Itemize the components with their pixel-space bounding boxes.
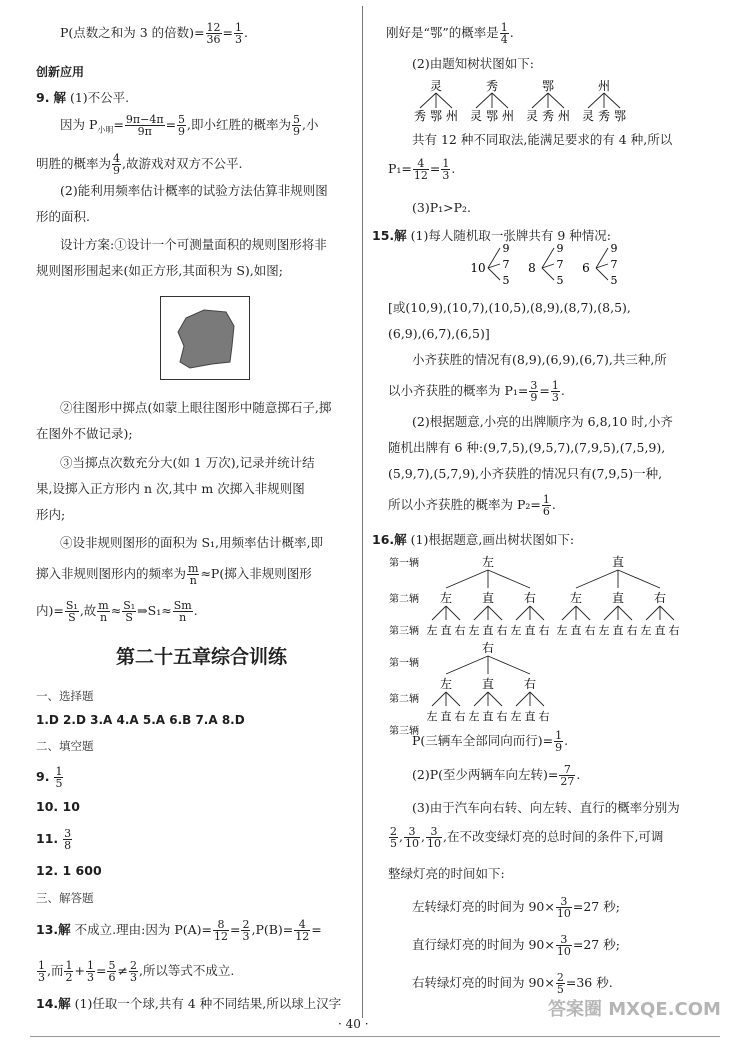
problem-9-line: 内)= $\frac{\text{S₁}}{S}$ ,故 $\frac{m}{n}$ ≈ $\frac{\text{S₁}}{S}$ ⇒S₁≈ $\frac{Sm}{n}$ . (36, 599, 198, 624)
bottom-rule (30, 1036, 720, 1037)
tree1-leaf-node: 州 (501, 109, 515, 123)
tree-branch (660, 606, 674, 620)
fan-leaf: 9 (502, 242, 510, 255)
fan-leaf: 9 (556, 242, 564, 255)
heading-choice: 一、选择题 (36, 689, 94, 703)
tree-branch (492, 93, 508, 108)
problem-9-line: 掷入非规则图形内的频率为 $\frac{m}{n}$ ≈P(掷入非规则图形 (36, 562, 312, 587)
tree-third: 右 (584, 624, 596, 637)
tree-branch (488, 692, 502, 706)
tree-branch (420, 93, 436, 108)
problem-15-line: 15.解 (1)每人随机取一张牌共有 9 种情况: (372, 228, 611, 243)
tree1-leaf-node: 州 (445, 109, 459, 123)
right-line: 小齐获胜的情况有(8,9),(6,9),(6,7),共三种,所 (412, 352, 667, 367)
tree-branch (576, 570, 618, 588)
tree-branch (446, 692, 460, 706)
tree-branch (476, 93, 492, 108)
tree-branch (604, 93, 620, 108)
problem-16-line: 16.解 (1)根据题意,画出树状图如下: (372, 532, 575, 547)
tree-branch (618, 570, 660, 588)
fan-leaf: 5 (610, 274, 618, 287)
tree-branch (488, 268, 500, 280)
tree-branch (530, 692, 544, 706)
tree-third: 右 (454, 624, 466, 637)
problem-9-line: 形的面积. (36, 209, 90, 224)
tree-branch (432, 692, 446, 706)
tree-third: 直 (440, 624, 452, 637)
answer-12: 12. 1 600 (36, 863, 102, 878)
tree-third: 左 (510, 710, 522, 723)
tree-third: 左 (556, 624, 568, 637)
tree-third: 右 (626, 624, 638, 637)
tree1-leaf-node: 秀 (597, 109, 611, 123)
fan-leaf: 5 (556, 274, 564, 287)
tree-second: 直 (611, 591, 625, 605)
tree-branch (562, 606, 576, 620)
tree-branch (516, 692, 530, 706)
row-label: 第二辆 (389, 694, 419, 705)
fan-leaf: 7 (502, 258, 510, 271)
tree-third: 右 (668, 624, 680, 637)
tree1-top-node: 灵 (429, 79, 443, 93)
irregular-region (178, 310, 234, 368)
fan-root: 8 (528, 261, 536, 275)
right-line: P(三辆车全部同向而行)= $\frac{1}{9}$ . (412, 729, 569, 754)
tree-diagram-1 (412, 78, 642, 122)
tree1-leaf-node: 州 (557, 109, 571, 123)
left-line-1: P(点数之和为 3 的倍数)= $\frac{12}{36}$ = $\frac{1}{3}$ . (60, 21, 249, 46)
row-label: 第二辆 (389, 594, 419, 605)
tree-branch (488, 570, 530, 588)
tree-third: 左 (510, 624, 522, 637)
fraction: $\frac{1}{3}$ (235, 21, 243, 46)
tree-branch (474, 692, 488, 706)
problem-9-line: ③当掷点次数充分大(如 1 万次),记录并统计结 (60, 455, 315, 470)
tree1-leaf-node: 鄂 (485, 109, 499, 123)
tree1-top-node: 州 (597, 79, 611, 93)
tree-second: 左 (569, 591, 583, 605)
tree-branch (604, 606, 618, 620)
tree-third: 直 (482, 710, 494, 723)
tree-branch (532, 93, 548, 108)
tree-third: 直 (440, 710, 452, 723)
tree-third: 左 (468, 624, 480, 637)
problem-9-line: (2)能利用频率估计概率的试验方法估算非规则图 (60, 183, 328, 198)
tree-third: 左 (468, 710, 480, 723)
tree-third: 直 (654, 624, 666, 637)
car-tree-diagram (388, 552, 688, 737)
tree-second: 直 (481, 677, 495, 691)
fan-root: 6 (582, 261, 590, 275)
problem-9-line: 明胜的概率为 $\frac{4}{9}$ ,故游戏对双方不公平. (36, 152, 243, 177)
tree-branch (474, 606, 488, 620)
tree-third: 直 (612, 624, 624, 637)
tree1-top-node: 鄂 (541, 79, 555, 93)
irregular-shape-figure (160, 296, 250, 380)
tree-branch (488, 656, 530, 674)
tree-branch (576, 606, 590, 620)
row-label: 第一辆 (389, 658, 419, 669)
tree-root: 左 (481, 555, 495, 569)
card-fan-diagram (464, 244, 634, 292)
right-line: (3)P₁>P₂. (412, 200, 471, 215)
page-number: · 40 · (338, 1017, 369, 1031)
tree1-leaf-node: 灵 (469, 109, 483, 123)
problem-9-line: 规则图形围起来(如正方形,其面积为 S),如图; (36, 263, 283, 278)
row-label: 第一辆 (389, 558, 419, 569)
section-heading: 创新应用 (36, 65, 85, 79)
problem-13-line: $\frac{1}{3}$ ,而 $\frac{1}{2}$ + $\frac{1}{3}$ = $\frac{5}{6}$ ≠ $\frac{2}{3}$ ,所以等式不成立. (38, 959, 235, 984)
tree-third: 直 (524, 624, 536, 637)
right-line: (2)根据题意,小亮的出牌顺序为 6,8,10 时,小齐 (412, 414, 673, 429)
problem-9-line: ②往图形中掷点(如蒙上眼往图形中随意掷石子,掷 (60, 400, 332, 415)
right-line: 以小齐获胜的概率为 P₁= $\frac{3}{9}$ = $\frac{1}{3}$ . (388, 379, 565, 404)
tree-third: 右 (454, 710, 466, 723)
tree-branch (446, 606, 460, 620)
tree-branch (588, 93, 604, 108)
right-line: $\frac{2}{5}$ , $\frac{3}{10}$ , $\frac{3}{10}$ ,在不改变绿灯亮的总时间的条件下,可调 (390, 825, 664, 850)
tree-branch (596, 268, 608, 280)
tree-third: 左 (640, 624, 652, 637)
problem-9-line: ④设非规则图形的面积为 S₁,用频率估计概率,即 (60, 535, 323, 550)
fraction: $\frac{12}{36}$ (206, 21, 221, 46)
fan-leaf: 7 (556, 258, 564, 271)
tree-branch (432, 606, 446, 620)
tree-third: 左 (426, 710, 438, 723)
tree-branch (548, 93, 564, 108)
heading-fill: 二、填空题 (36, 739, 94, 753)
right-line: 随机出牌有 6 种:(9,7,5),(9,5,7),(7,9,5),(7,5,9), (388, 440, 666, 455)
answer-11: 11. $\frac{3}{8}$ (36, 827, 72, 852)
fan-root: 10 (470, 261, 486, 275)
right-line: 左转绿灯亮的时间为 90× $\frac{3}{10}$ =27 秒; (412, 895, 620, 920)
right-line: (2)由题知树状图如下: (412, 56, 534, 71)
tree-third: 右 (496, 624, 508, 637)
problem-9-line: 形内; (36, 507, 66, 522)
right-line: (6,9),(6,7),(6,5)] (388, 326, 490, 341)
right-line: (3)由于汽车向右转、向左转、直行的概率分别为 (412, 800, 680, 815)
text: P(点数之和为 3 的倍数)= (60, 25, 205, 40)
fan-leaf: 5 (502, 274, 510, 287)
tree-branch (516, 606, 530, 620)
tree1-leaf-node: 灵 (525, 109, 539, 123)
chapter-title: 第二十五章综合训练 (116, 646, 288, 668)
tree-root: 右 (481, 641, 495, 655)
tree-third: 右 (538, 710, 550, 723)
tree-second: 直 (481, 591, 495, 605)
tree-branch (446, 570, 488, 588)
tree-branch (436, 93, 452, 108)
right-line: 右转绿灯亮的时间为 90× $\frac{2}{5}$ =36 秒. (412, 971, 613, 996)
tree-third: 直 (482, 624, 494, 637)
right-line: 刚好是“鄂”的概率是 $\frac{1}{4}$ . (386, 21, 514, 46)
tree-third: 右 (496, 710, 508, 723)
tree-third: 右 (538, 624, 550, 637)
tree-root: 直 (611, 555, 625, 569)
problem-9-line: 果,设掷入正方形内 n 次,其中 m 次掷入非规则图 (36, 481, 305, 496)
problem-9-line: 因为 $P_{小明}=$ $\frac{9\pi-4\pi}{9\pi}$ = $\frac{5}{9}$ ,即小红胜的概率为 $\frac{5}{9}$ ,小 (60, 113, 319, 138)
right-line: (2)P(至少两辆车向左转)= $\frac{7}{27}$ . (412, 763, 581, 788)
tree1-leaf-node: 秀 (413, 109, 427, 123)
tree-third: 直 (524, 710, 536, 723)
tree-second: 左 (439, 677, 453, 691)
right-line: P₁= $\frac{4}{12}$ = $\frac{1}{3}$ . (388, 157, 456, 182)
tree-second: 右 (653, 591, 667, 605)
tree-second: 右 (523, 677, 537, 691)
fan-leaf: 7 (610, 258, 618, 271)
tree1-leaf-node: 鄂 (613, 109, 627, 123)
tree1-leaf-node: 灵 (581, 109, 595, 123)
tree1-leaf-node: 鄂 (429, 109, 443, 123)
tree-branch (542, 268, 554, 280)
tree-branch (488, 606, 502, 620)
tree-second: 左 (439, 591, 453, 605)
answer-10: 10. 10 (36, 799, 80, 814)
watermark: 答案圈 MXQE.COM (548, 999, 721, 1020)
tree1-leaf-node: 秀 (541, 109, 555, 123)
problem-14-line: 14.解 (1)任取一个球,共有 4 种不同结果,所以球上汉字 (36, 996, 342, 1011)
right-line: (5,9,7),(5,7,9),小齐获胜的情况只有(7,9,5)一种, (388, 466, 663, 481)
answer-9: 9. $\frac{1}{5}$ (36, 765, 63, 790)
tree-third: 左 (598, 624, 610, 637)
right-line: 所以小齐获胜的概率为 P₂= $\frac{1}{6}$ . (388, 493, 556, 518)
row-label: 第三辆 (389, 626, 419, 637)
column-divider (362, 6, 363, 1018)
problem-13-line: 13.解 不成立.理由:因为 P(A)= $\frac{8}{12}$ = $\frac{2}{3}$ ,P(B)= $\frac{4}{12}$ = (36, 918, 322, 943)
right-line: 共有 12 种不同取法,能满足要求的有 4 种,所以 (412, 132, 673, 147)
tree-third: 直 (570, 624, 582, 637)
heading-solve: 三、解答题 (36, 891, 94, 905)
row-label: 第三辆 (389, 726, 419, 737)
tree1-top-node: 秀 (485, 79, 499, 93)
right-line: 整绿灯亮的时间如下: (388, 866, 505, 881)
problem-9-line: 9. 解 (1)不公平. (36, 90, 130, 105)
tree-branch (618, 606, 632, 620)
tree-third: 左 (426, 624, 438, 637)
choice-answers: 1.D 2.D 3.A 4.A 5.A 6.B 7.A 8.D (36, 713, 245, 727)
right-line: 直行绿灯亮的时间为 90× $\frac{3}{10}$ =27 秒; (412, 933, 620, 958)
right-line: [或(10,9),(10,7),(10,5),(8,9),(8,7),(8,5), (388, 300, 631, 315)
tree-branch (646, 606, 660, 620)
tree-branch (530, 606, 544, 620)
problem-9-line: 设计方案:①设计一个可测量面积的规则图形将非 (60, 237, 327, 252)
tree-branch (446, 656, 488, 674)
fan-leaf: 9 (610, 242, 618, 255)
tree-second: 右 (523, 591, 537, 605)
problem-9-line: 在图外不做记录); (36, 426, 133, 441)
